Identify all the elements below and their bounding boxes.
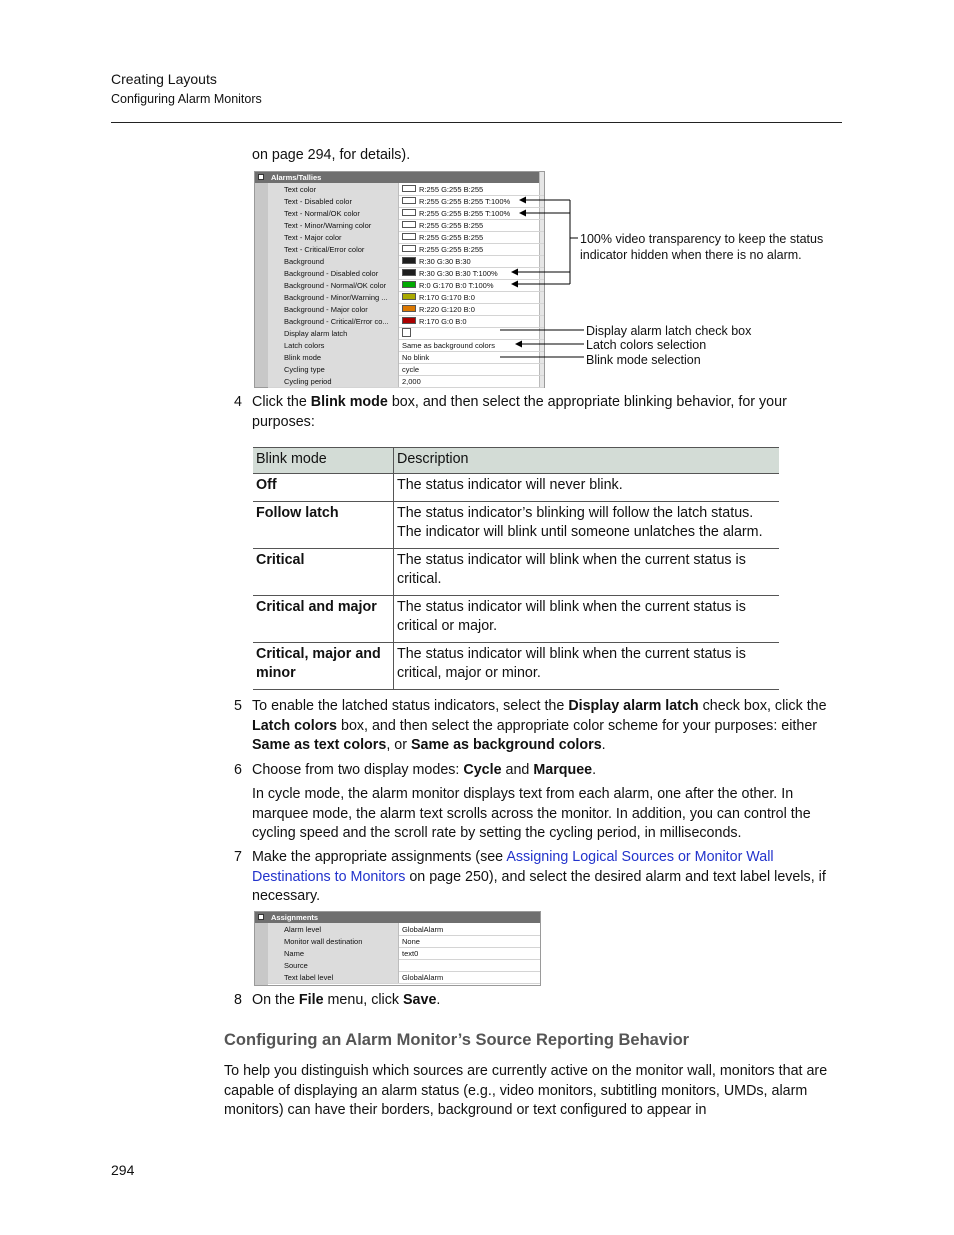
property-name	[268, 363, 399, 375]
property-name-label: Display alarm latch	[284, 329, 348, 338]
color-swatch[interactable]	[402, 197, 416, 204]
property-name-label: Background - Normal/OK color	[284, 281, 387, 290]
property-value-text: R:255 G:255 B:255 T:100%	[419, 197, 511, 206]
blink-mode-cell: Critical	[253, 549, 394, 596]
property-name-label: Background - Disabled color	[284, 269, 379, 278]
panel-title: Alarms/Tallies	[271, 173, 322, 182]
table-row	[253, 643, 779, 690]
callout-blink-mode: Blink mode selection	[586, 353, 701, 367]
step-4-text: Click the Blink mode box, and then select the appropriate blinking behavior, for your purposes:	[252, 394, 787, 430]
step-number: 8	[234, 992, 242, 1008]
property-value-text: No blink	[402, 353, 430, 362]
property-value-text: R:255 G:255 B:255	[419, 233, 484, 242]
property-name-label: Source	[284, 961, 308, 970]
property-value-text: text0	[402, 949, 419, 958]
property-name-label: Blink mode	[284, 353, 322, 362]
page-number: 294	[111, 1162, 135, 1178]
property-value-text: GlobalAlarm	[402, 973, 444, 982]
color-swatch[interactable]	[402, 293, 416, 300]
collapse-icon[interactable]	[258, 174, 264, 180]
running-header-section: Configuring Alarm Monitors	[111, 92, 262, 106]
color-swatch[interactable]	[402, 281, 416, 288]
property-name-label: Name	[284, 949, 305, 958]
property-value-text: Same as background colors	[402, 341, 495, 350]
property-name	[268, 231, 399, 243]
step-5-text: To enable the latched status indicators, select the Display alarm latch check box, click the Latch colors box, and then select the appropriate color scheme for your purposes: either Same as text colors, or Same as background colors.	[252, 698, 827, 753]
property-value-text: R:30 G:30 B:30	[419, 257, 471, 266]
property-value[interactable]	[400, 935, 540, 947]
column-header: Description	[394, 448, 780, 474]
property-name	[268, 339, 399, 351]
property-value-text: R:255 G:255 B:255	[419, 185, 484, 194]
collapse-icon[interactable]	[258, 914, 264, 920]
property-name	[268, 219, 399, 231]
callout-latch-checkbox: Display alarm latch check box	[586, 324, 752, 338]
assignments-panel	[254, 911, 541, 986]
property-name	[268, 303, 399, 315]
property-row[interactable]	[268, 971, 540, 984]
property-name-label: Text label level	[284, 973, 334, 982]
display-alarm-latch-checkbox[interactable]	[402, 328, 411, 337]
property-value-text: R:255 G:255 B:255 T:100%	[419, 209, 511, 218]
table-row	[253, 596, 779, 643]
property-name	[268, 195, 399, 207]
step-number: 5	[234, 698, 242, 714]
step-7-text: Make the appropriate assignments (see Assigning Logical Sources or Monitor Wall Destinations to Monitors on page 250), and select the desired alarm and text label levels, if necessary.	[252, 849, 826, 904]
property-name-label: Text - Critical/Error color	[284, 245, 365, 254]
property-name-label: Text - Minor/Warning color	[284, 221, 372, 230]
step-8-text: On the File menu, click Save.	[252, 992, 441, 1008]
property-value-text: R:220 G:120 B:0	[419, 305, 475, 314]
property-name	[268, 279, 399, 291]
color-swatch[interactable]	[402, 269, 416, 276]
property-name	[268, 959, 399, 971]
color-swatch[interactable]	[402, 221, 416, 228]
color-swatch[interactable]	[402, 257, 416, 264]
blink-mode-cell: Off	[253, 473, 394, 502]
property-name	[268, 207, 399, 219]
color-swatch[interactable]	[402, 233, 416, 240]
section-heading: Configuring an Alarm Monitor’s Source Reporting Behavior	[224, 1031, 690, 1049]
property-name-label: Background	[284, 257, 325, 266]
property-name-label: Cycling period	[284, 377, 332, 386]
property-name-label: Text color	[284, 185, 317, 194]
step-6-paragraph: In cycle mode, the alarm monitor displays text from each alarm, one after the other. In marquee mode, the alarm text scrolls across the monitor. In addition, you can control the cycling speed and the scroll rate by setting the cycling period, in milliseconds.	[252, 786, 811, 841]
property-value[interactable]	[400, 947, 540, 959]
property-value-text: GlobalAlarm	[402, 925, 444, 934]
property-name-label: Text - Disabled color	[284, 197, 352, 206]
property-name	[268, 935, 399, 947]
section-paragraph: To help you distinguish which sources are currently active on the monitor wall, monitors that are capable of displaying an alarm status (e.g., video monitors, subtitling monitors, UMDs, alarm monitors) can have their borders, background or text configured to appear in	[224, 1063, 828, 1118]
property-row[interactable]	[268, 375, 544, 388]
property-name	[268, 291, 399, 303]
panel-header[interactable]	[255, 912, 540, 923]
property-name-label: Text - Major color	[284, 233, 342, 242]
step-6-text: Choose from two display modes: Cycle and Marquee.	[252, 762, 597, 778]
color-swatch[interactable]	[402, 305, 416, 312]
table-row	[253, 473, 779, 502]
property-value-text: R:30 G:30 B:30 T:100%	[419, 269, 498, 278]
property-value-text: R:255 G:255 B:255	[419, 245, 484, 254]
description-cell: The status indicator will blink when the current status is critical or major.	[394, 596, 780, 643]
property-name-label: Cycling type	[284, 365, 325, 374]
callout-arrows	[500, 190, 590, 365]
blink-mode-table	[253, 447, 779, 690]
table-row	[253, 549, 779, 596]
property-name	[268, 267, 399, 279]
property-name	[268, 315, 399, 327]
running-header-chapter: Creating Layouts	[111, 71, 217, 87]
property-name-label: Background - Major color	[284, 305, 368, 314]
property-value-text: 2,000	[402, 377, 421, 386]
property-value-text: None	[402, 937, 420, 946]
step-number: 6	[234, 762, 242, 778]
table-row	[253, 502, 779, 549]
property-value[interactable]	[400, 375, 544, 387]
property-name-label: Latch colors	[284, 341, 325, 350]
property-value-text: R:0 G:170 B:0 T:100%	[419, 281, 494, 290]
color-swatch[interactable]	[402, 185, 416, 192]
color-swatch[interactable]	[402, 317, 416, 324]
cross-reference-link[interactable]: Assigning Logical Sources or Monitor Wall Destinations to Monitors	[252, 849, 774, 885]
property-value[interactable]	[400, 971, 540, 983]
blink-mode-cell: Critical and major	[253, 596, 394, 643]
step-number: 4	[234, 394, 242, 410]
property-name	[268, 923, 399, 935]
property-name	[268, 327, 399, 339]
color-swatch[interactable]	[402, 209, 416, 216]
intro-fragment: on page 294, for details).	[252, 147, 411, 163]
property-name	[268, 183, 399, 195]
description-cell: The status indicator’s blinking will follow the latch status. The indicator will blink until someone unlatches the alarm.	[394, 502, 780, 549]
description-cell: The status indicator will blink when the current status is critical, major or minor.	[394, 643, 780, 690]
property-value-text: R:170 G:0 B:0	[419, 317, 467, 326]
callout-transparency: 100% video transparency to keep the status indicator hidden when there is no alarm.	[580, 232, 824, 262]
property-name-label: Alarm level	[284, 925, 322, 934]
description-cell: The status indicator will never blink.	[394, 473, 780, 502]
column-header: Blink mode	[253, 448, 394, 474]
panel-gutter	[255, 172, 268, 387]
color-swatch[interactable]	[402, 245, 416, 252]
description-cell: The status indicator will blink when the current status is critical.	[394, 549, 780, 596]
panel-header[interactable]	[255, 172, 544, 183]
property-name-label: Monitor wall destination	[284, 937, 363, 946]
table-header-row	[253, 448, 779, 474]
property-name	[268, 243, 399, 255]
blink-mode-cell: Critical, major and minor	[253, 643, 394, 690]
property-name	[268, 947, 399, 959]
property-value[interactable]	[400, 923, 540, 935]
header-rule	[111, 122, 842, 123]
property-name	[268, 351, 399, 363]
callout-latch-colors: Latch colors selection	[586, 338, 707, 352]
property-name	[268, 971, 399, 983]
property-value[interactable]	[400, 959, 540, 971]
property-value-text: cycle	[402, 365, 420, 374]
property-name-label: Background - Minor/Warning ...	[284, 293, 388, 302]
blink-mode-cell: Follow latch	[253, 502, 394, 549]
panel-title: Assignments	[271, 913, 319, 922]
property-name	[268, 375, 399, 387]
property-value-text: R:255 G:255 B:255	[419, 221, 484, 230]
property-value-text: R:170 G:170 B:0	[419, 293, 475, 302]
step-number: 7	[234, 849, 242, 865]
property-name	[268, 255, 399, 267]
property-name-label: Background - Critical/Error co...	[284, 317, 389, 326]
property-name-label: Text - Normal/OK color	[284, 209, 360, 218]
